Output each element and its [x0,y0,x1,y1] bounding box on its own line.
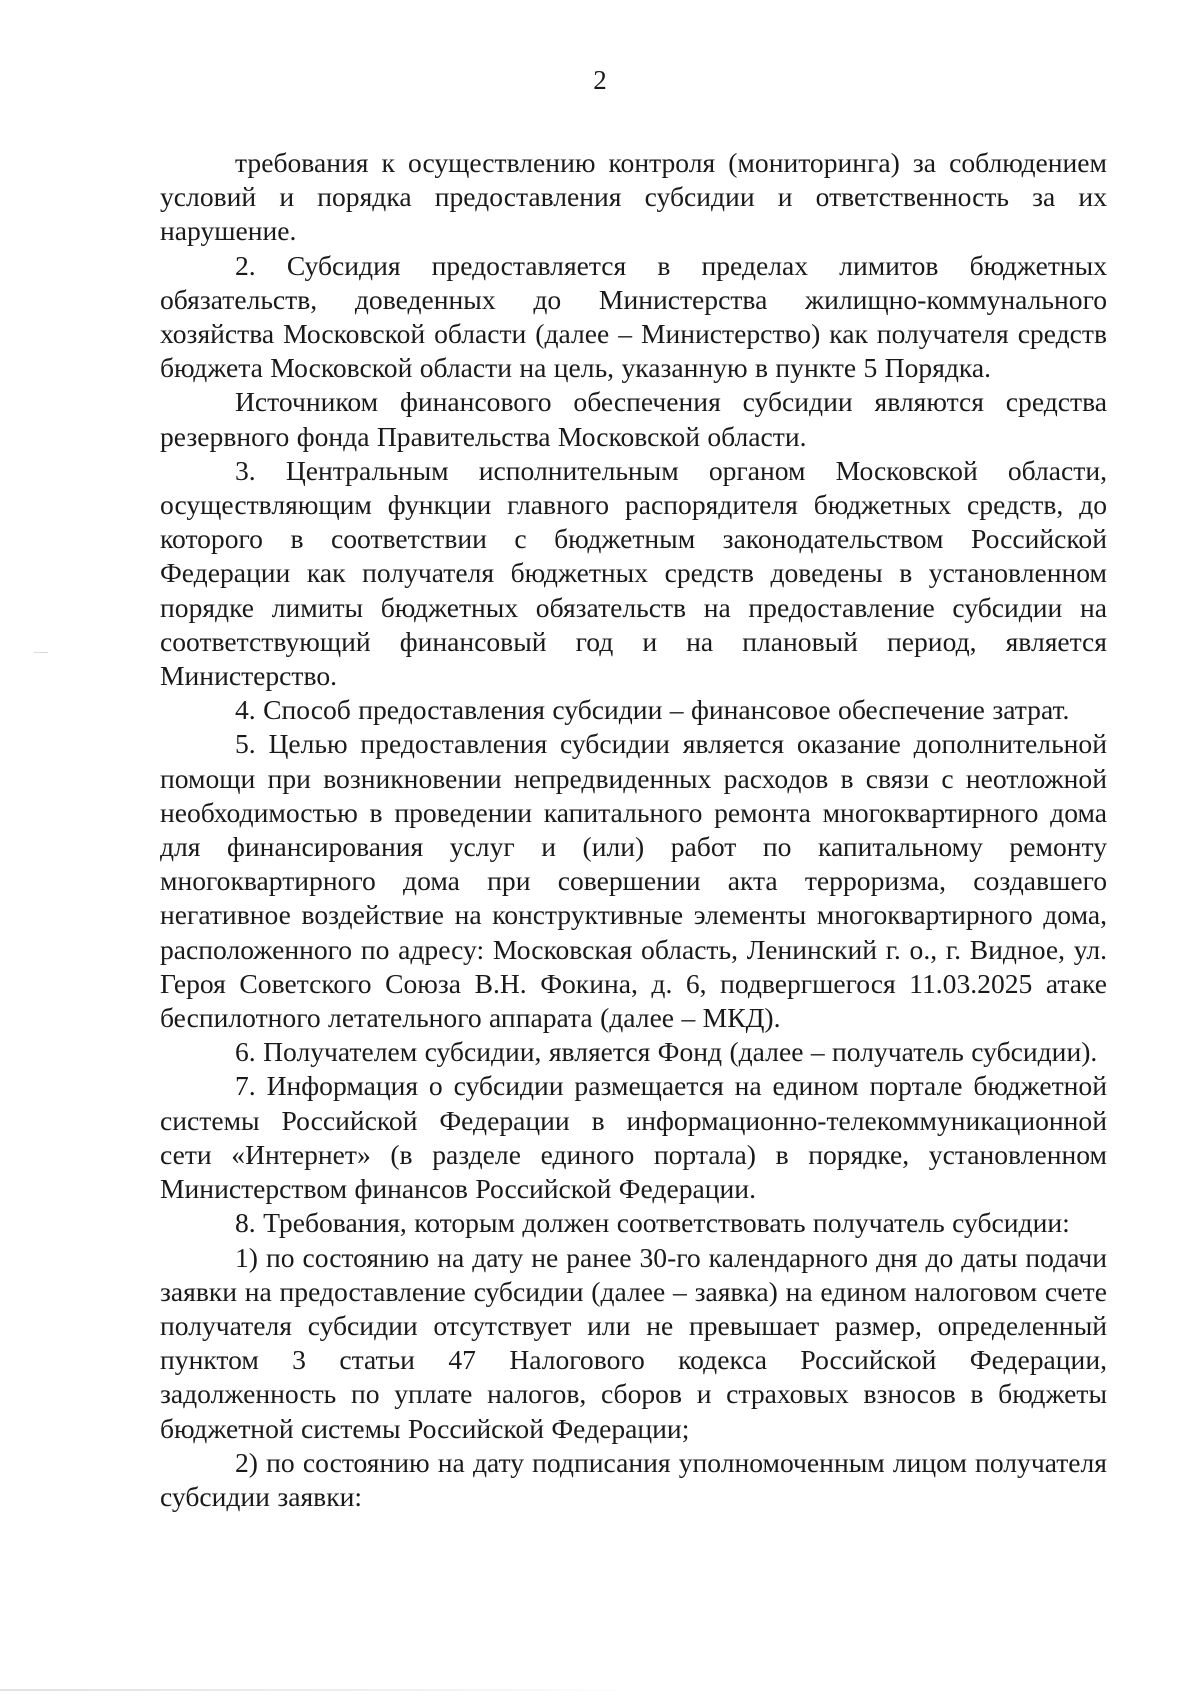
paragraph-continuation: требования к осуществлению контроля (мониторинга) за соблюдением условий и порядка предоставления субсидии и ответственность за их нарушение. [160,147,1107,247]
scan-bottom-edge [0,1689,640,1691]
paragraph-item-3: 3. Центральным исполнительным органом Московской области, осуществляющим функции главного распорядителя бюджетных средств, до которого в соответствии с бюджетным законодательством Российской Федерации как получателя бюджетных средств доведены в установленном порядке лимиты бюджетных обязательств на предоставление субсидии на соответствующий финансовый год и на плановый период, является Министерство. [160,454,1107,692]
document-body [160,146,1107,1514]
paragraph-item-5: 5. Целью предоставления субсидии является оказание дополнительной помощи при возникновении непредвиденных расходов в связи с неотложной необходимостью в проведении капитального ремонта многоквартирного дома для финансирования услуг и (или) работ по капитальному ремонту многоквартирного дома при совершении акта терроризма, создавшего негативное воздействие на конструктивные элементы многоквартирного дома, расположенного по адресу: Московская область, Ленинский г. о., г. Видное, ул. Героя Советского Союза В.Н. Фокина, д. 6, подвергшегося 11.03.2025 атаке беспилотного летательного аппарата (далее – МКД). [160,728,1107,1034]
paragraph-item-4: 4. Способ предоставления субсидии – финансовое обеспечение затрат. [235,694,1070,726]
page-number: 2 [593,65,607,95]
paragraph-item-2: 2. Субсидия предоставляется в пределах лимитов бюджетных обязательств, доведенных до Министерства жилищно-коммунального хозяйства Московской области (далее – Министерство) как получателя средств бюджета Московской области на цель, указанную в пункте 5 Порядка. [160,249,1107,384]
paragraph-item-7: 7. Информация о субсидии размещается на едином портале бюджетной системы Российской Федерации в информационно-телекоммуникационной сети «Интернет» (в разделе единого портала) в порядке, установленном Министерством финансов Российской Федерации. [160,1070,1107,1205]
paragraph-funding-source: Источником финансового обеспечения субсидии являются средства резервного фонда Правительства Московской области. [160,386,1107,452]
scan-margin-mark [34,652,48,653]
paragraph-item-8: 8. Требования, которым должен соответствовать получатель субсидии: [235,1207,1070,1239]
paragraph-item-6: 6. Получателем субсидии, является Фонд (далее – получатель субсидии). [235,1036,1098,1068]
paragraph-item-8-2: 2) по состоянию на дату подписания уполномоченным лицом получателя субсидии заявки: [160,1446,1107,1512]
paragraph-item-8-1: 1) по состоянию на дату не ранее 30-го календарного дня до даты подачи заявки на предоставление субсидии (далее – заявка) на едином налоговом счете получателя субсидии отсутствует или не превышает размер, определенный пунктом 3 статьи 47 Налогового кодекса Российской Федерации, задолженность по уплате налогов, сборов и страховых взносов в бюджеты бюджетной системы Российской Федерации; [160,1241,1107,1444]
